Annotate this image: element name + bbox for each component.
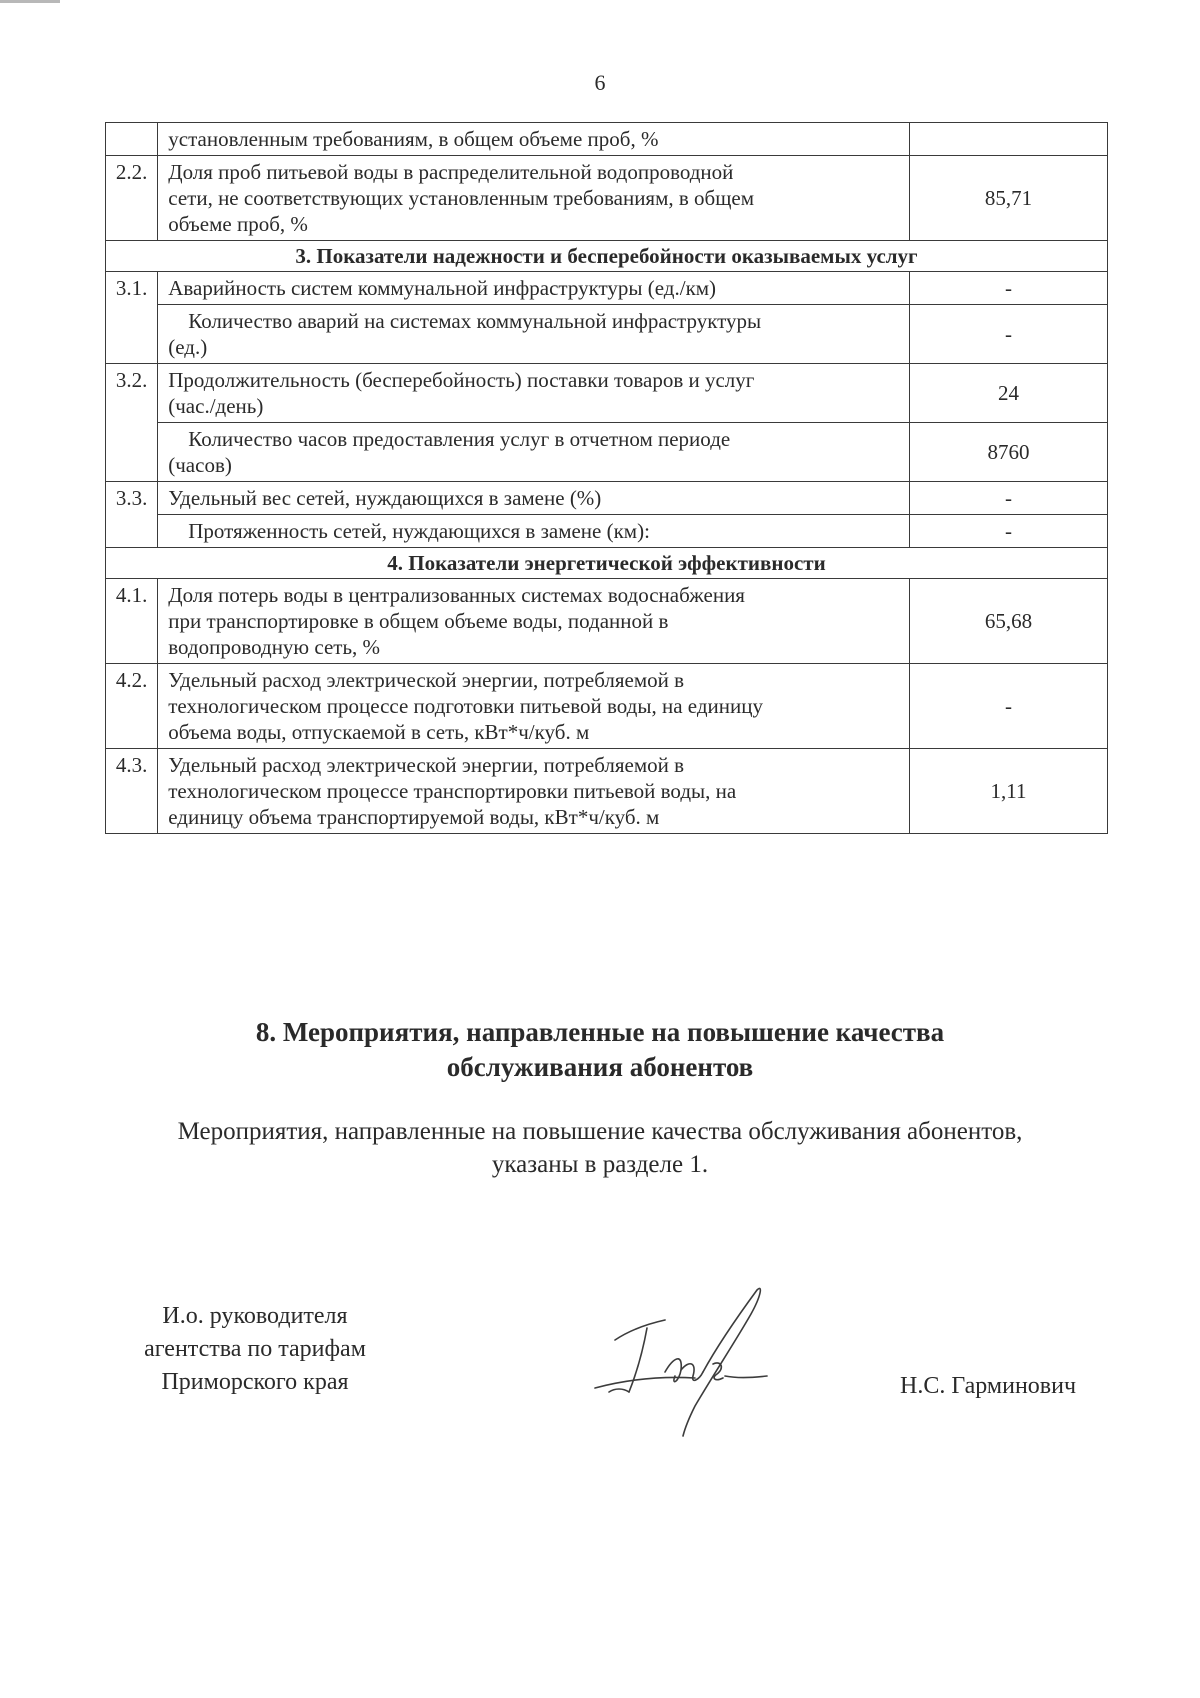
signer-name: Н.С. Гарминович <box>900 1373 1077 1399</box>
scan-artifact <box>0 0 60 3</box>
desc-line: Продолжительность (бесперебойность) поставки товаров и услуг <box>168 368 755 392</box>
paragraph-line: указаны в разделе 1. <box>491 1151 709 1178</box>
desc-line: технологическом процессе транспортировки питьевой воды, на <box>168 779 737 803</box>
section-row <box>106 241 1108 272</box>
table-row <box>106 272 1108 305</box>
table-row <box>106 123 1108 156</box>
table-subrow <box>106 305 1108 364</box>
title-line: Приморского края <box>161 1369 349 1395</box>
row-number: 4.1. <box>106 579 158 664</box>
indicators-table <box>105 122 1108 834</box>
table-row <box>106 482 1108 515</box>
heading-line: 8. Мероприятия, направленные на повышение качества <box>255 1017 945 1047</box>
desc-line: установленным требованиям, в общем объеме проб, % <box>168 127 659 151</box>
row-description <box>158 482 910 515</box>
row-value: - <box>910 515 1108 548</box>
row-description <box>158 364 910 423</box>
title-line: И.о. руководителя <box>162 1303 348 1329</box>
row-value: 24 <box>910 364 1108 423</box>
row-value: 8760 <box>910 423 1108 482</box>
row-number: 2.2. <box>106 156 158 241</box>
paragraph-line: Мероприятия, направленные на повышение качества обслуживания абонентов, <box>177 1118 1023 1145</box>
section-heading-3: 3. Показатели надежности и бесперебойности оказываемых услуг <box>106 241 1108 272</box>
table-row <box>106 579 1108 664</box>
desc-line: объеме проб, % <box>168 212 308 236</box>
desc-line: Протяженность сетей, нуждающихся в замене (км): <box>188 519 650 543</box>
desc-line: сети, не соответствующих установленным требованиям, в общем <box>168 186 755 210</box>
row-number: 3.2. <box>106 364 158 482</box>
desc-line: технологическом процессе подготовки питьевой воды, на единицу <box>168 694 763 718</box>
handwritten-signature <box>585 1280 815 1445</box>
desc-line: (ед.) <box>168 335 208 359</box>
desc-line: Доля потерь воды в централизованных системах водоснабжения <box>168 583 745 607</box>
page-number: 6 <box>594 70 606 95</box>
row-value: - <box>910 482 1108 515</box>
row-value: 1,11 <box>910 749 1108 834</box>
row-description <box>158 515 910 548</box>
row-description <box>158 305 910 364</box>
desc-line: Удельный вес сетей, нуждающихся в замене (%) <box>168 486 602 510</box>
desc-line: Аварийность систем коммунальной инфраструктуры (ед./км) <box>168 276 717 300</box>
desc-line: объема воды, отпускаемой в сеть, кВт*ч/куб. м <box>168 720 590 744</box>
row-value: - <box>910 664 1108 749</box>
row-number: 4.2. <box>106 664 158 749</box>
row-description <box>158 272 910 305</box>
desc-line: Количество аварий на системах коммунальной инфраструктуры <box>188 309 762 333</box>
row-number: 4.3. <box>106 749 158 834</box>
desc-line: Удельный расход электрической энергии, потребляемой в <box>168 668 685 692</box>
row-description <box>158 749 910 834</box>
row-description <box>158 123 910 156</box>
row-number: 3.1. <box>106 272 158 364</box>
signatory-title <box>115 1300 395 1399</box>
section-8-heading <box>0 1015 1200 1085</box>
row-value: 65,68 <box>910 579 1108 664</box>
table-subrow <box>106 515 1108 548</box>
row-value: 85,71 <box>910 156 1108 241</box>
section-8-paragraph <box>0 1115 1200 1181</box>
row-description <box>158 579 910 664</box>
desc-line: единицу объема транспортируемой воды, кВт*ч/куб. м <box>168 805 660 829</box>
row-description <box>158 156 910 241</box>
heading-line: обслуживания абонентов <box>446 1052 754 1082</box>
desc-line: при транспортировке в общем объеме воды, поданной в <box>168 609 669 633</box>
desc-line: (часов) <box>168 453 232 477</box>
table-row <box>106 664 1108 749</box>
title-line: агентства по тарифам <box>144 1336 366 1362</box>
row-description <box>158 664 910 749</box>
table-subrow <box>106 423 1108 482</box>
desc-line: Доля проб питьевой воды в распределительной водопроводной <box>168 160 734 184</box>
section-heading-4: 4. Показатели энергетической эффективности <box>106 548 1108 579</box>
desc-line: Количество часов предоставления услуг в отчетном периоде <box>188 427 731 451</box>
row-number: 3.3. <box>106 482 158 548</box>
table-row <box>106 364 1108 423</box>
row-number-cell <box>106 123 158 156</box>
section-row <box>106 548 1108 579</box>
desc-line: (час./день) <box>168 394 264 418</box>
table-row <box>106 749 1108 834</box>
desc-line: Удельный расход электрической энергии, потребляемой в <box>168 753 685 777</box>
row-value <box>910 123 1108 156</box>
table-row <box>106 156 1108 241</box>
row-description <box>158 423 910 482</box>
row-value: - <box>910 272 1108 305</box>
desc-line: водопроводную сеть, % <box>168 635 381 659</box>
row-value: - <box>910 305 1108 364</box>
